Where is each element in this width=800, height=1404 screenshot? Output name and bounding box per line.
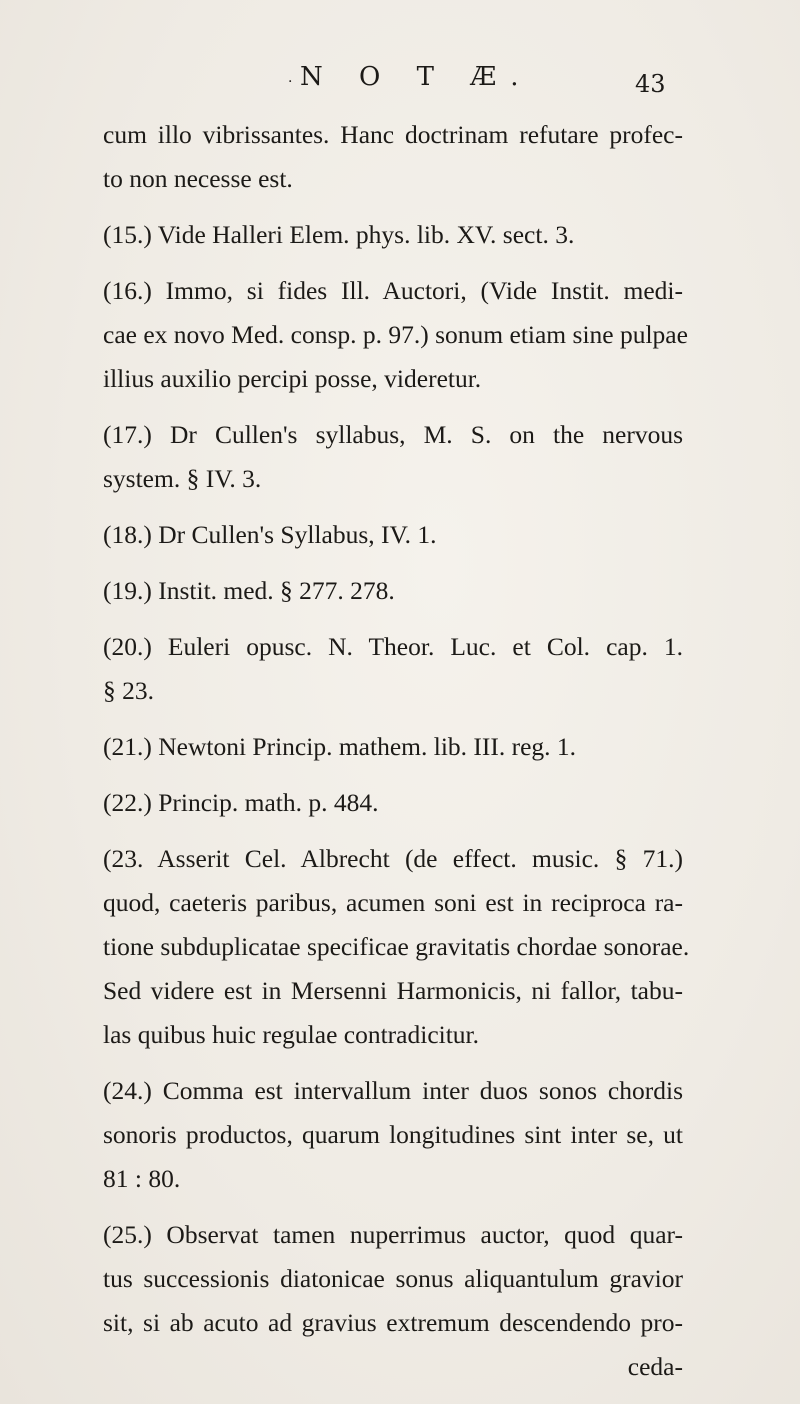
header-title: N O T Æ. bbox=[300, 62, 533, 92]
note-18: (18.) Dr Cullen's Syllabus, IV. 1. bbox=[103, 520, 437, 549]
note-line: cum illo vibrissantes. Hanc doctrinam refutare profec- bbox=[103, 120, 683, 149]
note-17-line: (17.) Dr Cullen's syllabus, M. S. on the nervous bbox=[103, 420, 683, 449]
note-17-line: system. § IV. 3. bbox=[103, 464, 262, 493]
note-16-line: (16.) Immo, si fides Ill. Auctori, (Vide Instit. medi- bbox=[103, 276, 683, 305]
note-20-line: § 23. bbox=[103, 676, 154, 705]
note-25-line: sit, si ab acuto ad gravius extremum descendendo pro- bbox=[103, 1308, 683, 1337]
note-19: (19.) Instit. med. § 277. 278. bbox=[103, 576, 395, 605]
note-24-line: 81 : 80. bbox=[103, 1164, 181, 1193]
running-header bbox=[288, 62, 560, 102]
note-23-line: quod, caeteris paribus, acumen soni est in reciproca ra- bbox=[103, 888, 683, 917]
note-24-line: (24.) Comma est intervallum inter duos sonos chordis bbox=[103, 1076, 683, 1105]
note-16-line: illius auxilio percipi posse, videretur. bbox=[103, 364, 482, 393]
page-number: 43 bbox=[635, 70, 666, 98]
note-23-line: Sed videre est in Mersenni Harmonicis, ni fallor, tabu- bbox=[103, 976, 683, 1005]
header-dot: · bbox=[288, 74, 293, 90]
catchword: ceda- bbox=[627, 1352, 683, 1381]
note-23-line: las quibus huic regulae contradicitur. bbox=[103, 1020, 480, 1049]
note-21: (21.) Newtoni Princip. mathem. lib. III. reg. 1. bbox=[103, 732, 577, 761]
note-20-line: (20.) Euleri opusc. N. Theor. Luc. et Col. cap. 1. bbox=[103, 632, 683, 661]
note-24-line: sonoris productos, quarum longitudines sint inter se, ut bbox=[103, 1120, 683, 1149]
notes-body bbox=[103, 113, 690, 1389]
note-23-line: (23. Asserit Cel. Albrecht (de effect. music. § 71.) bbox=[103, 844, 683, 873]
note-22: (22.) Princip. math. p. 484. bbox=[103, 788, 379, 817]
note-23-line: tione subduplicatae specificae gravitatis chordae sonorae. bbox=[103, 932, 690, 961]
note-16-line: cae ex novo Med. consp. p. 97.) sonum etiam sine pulpae bbox=[103, 320, 688, 349]
note-25-line: (25.) Observat tamen nuperrimus auctor, quod quar- bbox=[103, 1220, 683, 1249]
note-25-line: tus successionis diatonicae sonus aliquantulum gravior bbox=[103, 1264, 683, 1293]
note-15: (15.) Vide Halleri Elem. phys. lib. XV. sect. 3. bbox=[103, 220, 575, 249]
note-line: to non necesse est. bbox=[103, 164, 293, 193]
